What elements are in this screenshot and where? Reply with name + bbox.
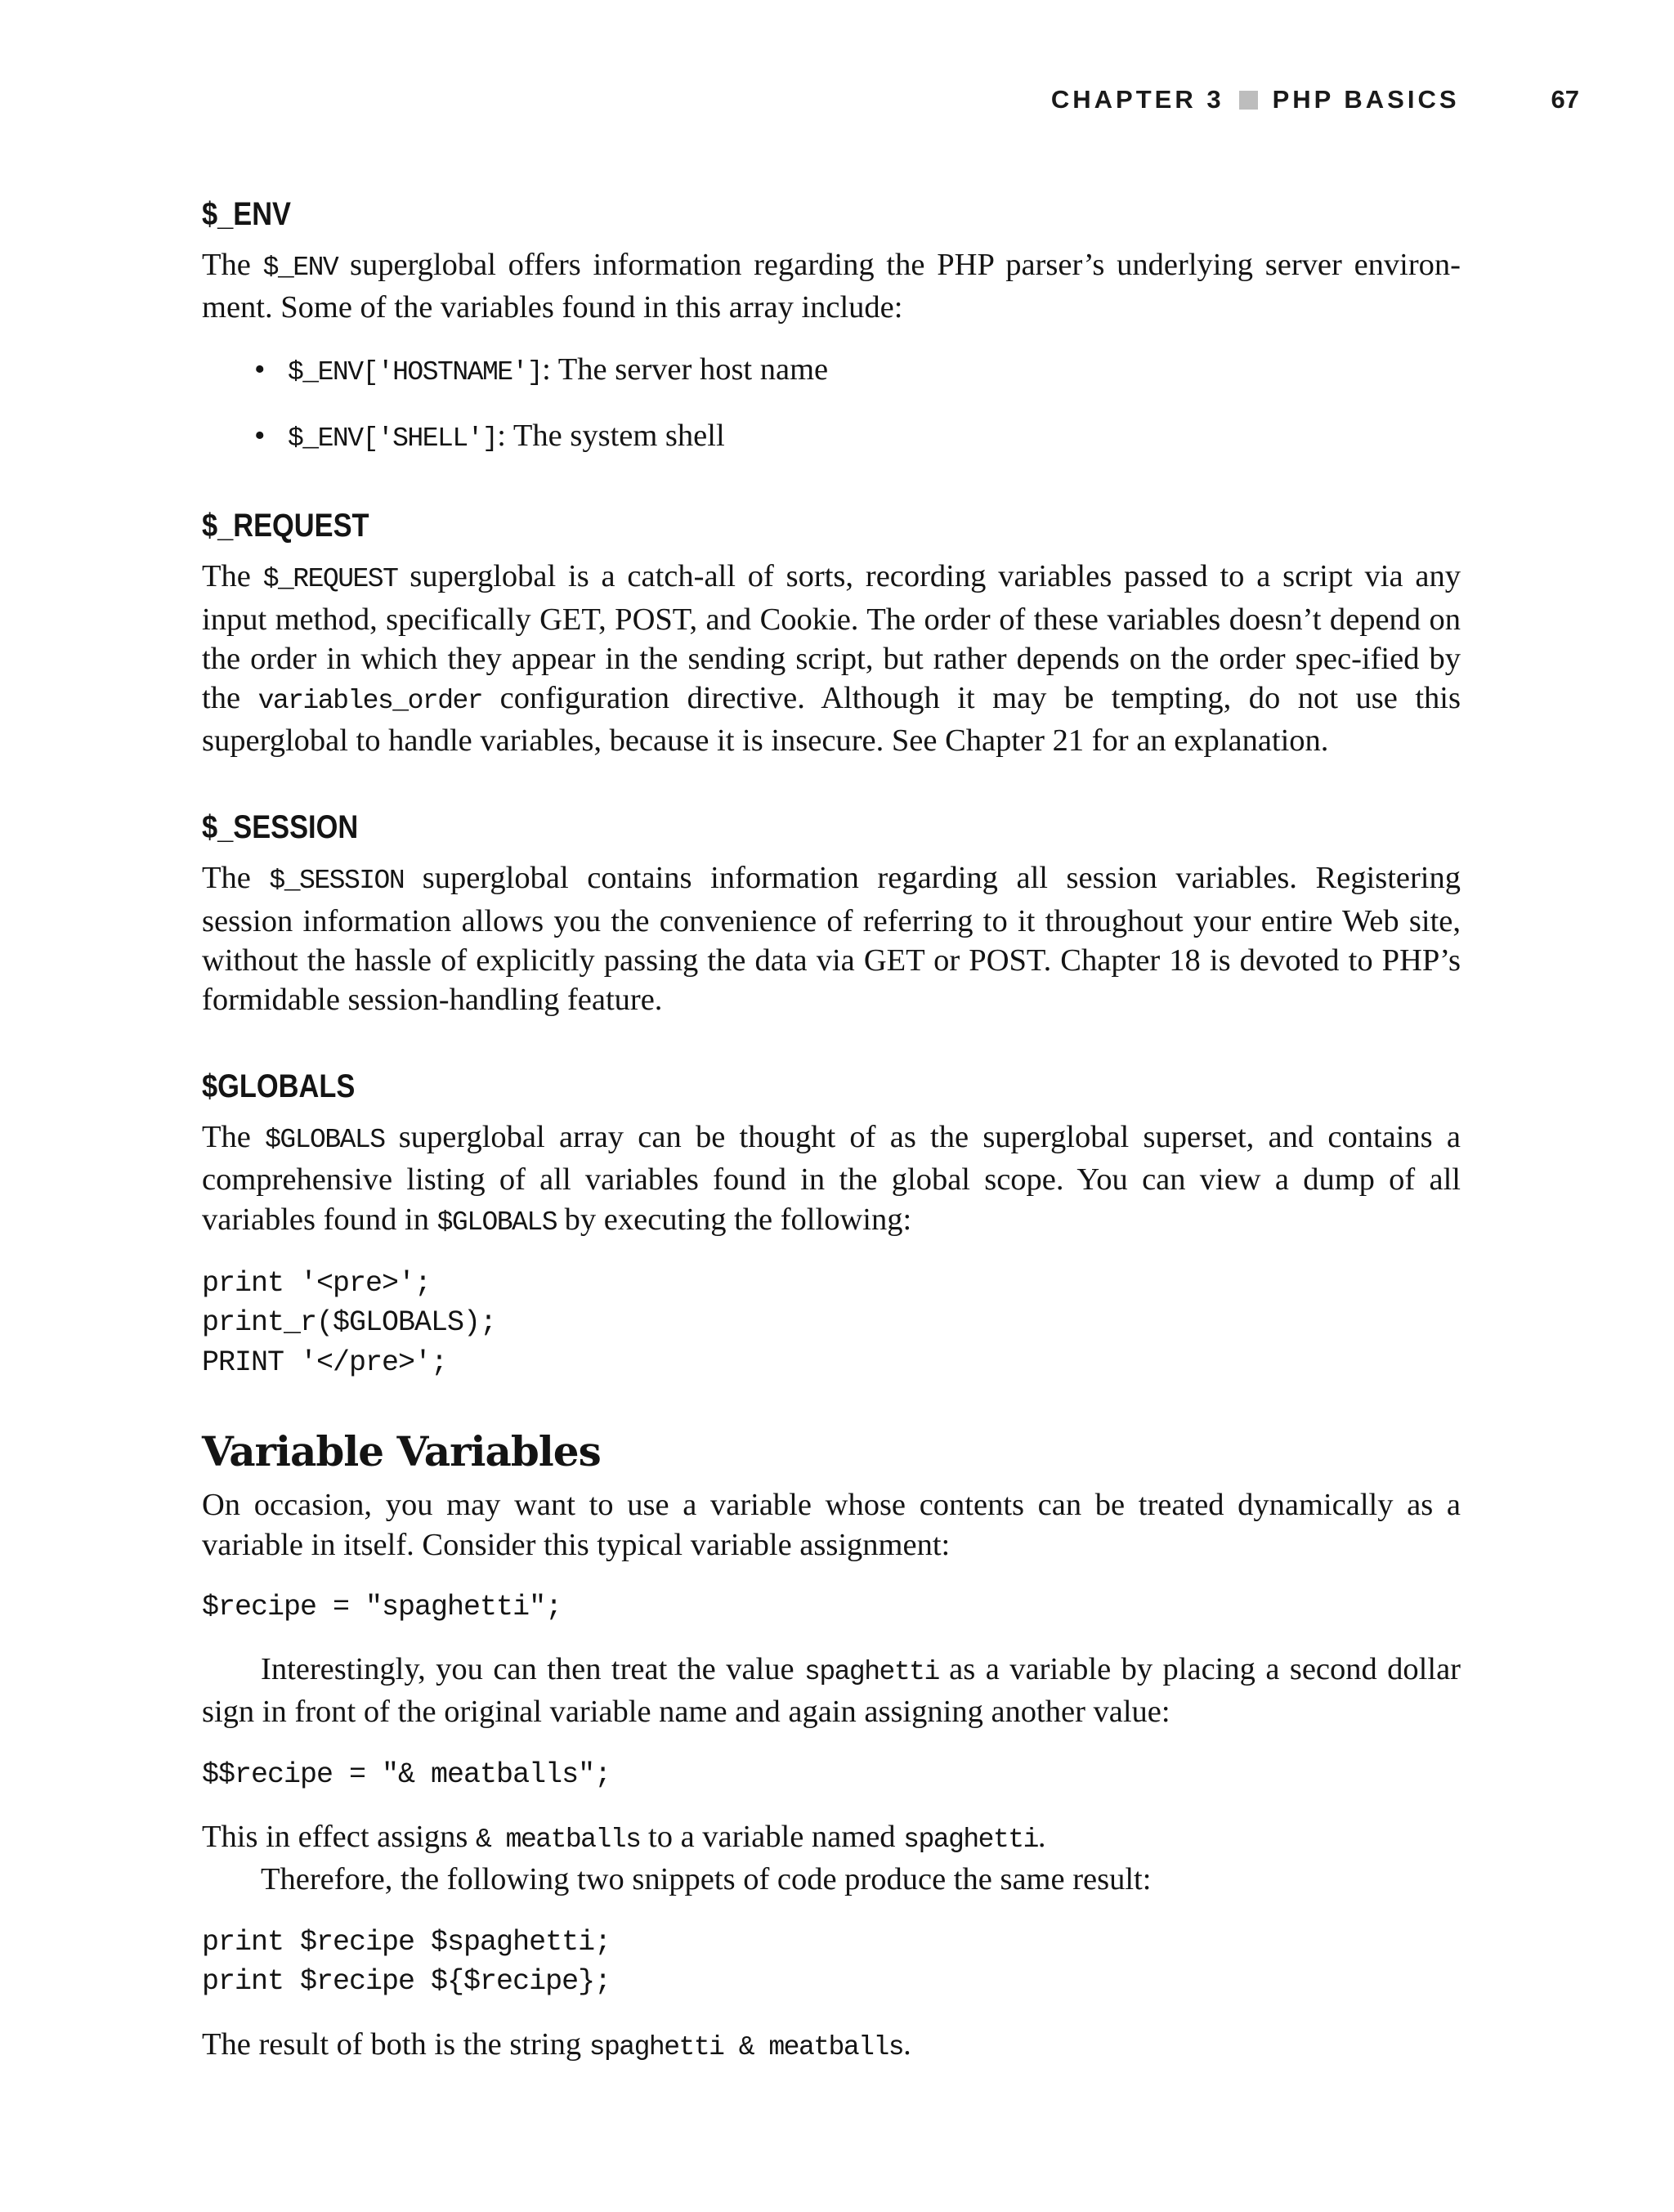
inline-code: $_ENV bbox=[262, 253, 338, 283]
globals-code-block: print '<pre>'; print_r($GLOBALS); PRINT '</pre>'; bbox=[202, 1266, 497, 1379]
env-paragraph: The $_ENV superglobal offers information regarding the PHP parser’s underlying server environ-ment. Some of the variables found in this array include: bbox=[202, 248, 1461, 325]
variable-variables-heading: Variable Variables bbox=[202, 1427, 601, 1476]
chapter-label: CHAPTER 3 bbox=[1050, 85, 1224, 114]
code-line-double-dollar: $$recipe = "& meatballs"; bbox=[202, 1758, 611, 1791]
request-paragraph: The $_REQUEST superglobal is a catch-all of sorts, recording variables passed to a script via any input method, specifically GET, POST, and Cookie. The order of these variables doesn’t depend on the order in which they appear in the sending script, but rather depends on the order spec-ified by the variables_order configuration directive. Although it may be tempting, do not use this superglobal to handle variables, because it is insecure. See Chapter 21 for an explanation. bbox=[202, 559, 1461, 759]
varvars-paragraph-3: This in effect assigns & meatballs to a variable named spaghetti. bbox=[202, 1820, 1046, 1856]
globals-heading: $GLOBALS bbox=[202, 1068, 356, 1105]
session-heading: $_SESSION bbox=[202, 809, 359, 846]
list-item: • $_ENV['SHELL']: The system shell bbox=[254, 419, 725, 454]
code-line-recipe: $recipe = "spaghetti"; bbox=[202, 1590, 562, 1623]
varvars-paragraph-5: The result of both is the string spaghetti & meatballs. bbox=[202, 2026, 911, 2062]
globals-paragraph: The $GLOBALS superglobal array can be thought of as the superglobal superset, and contains a comprehensive listing of all variables found in the global scope. You can view a dump of all variables found in $GLOBALS by executing the following: bbox=[202, 1120, 1461, 1238]
varvars-paragraph-4: Therefore, the following two snippets of code produce the same result: bbox=[261, 1862, 1152, 1897]
varvars-paragraph-1: On occasion, you may want to use a variable whose contents can be treated dynamically as a variable in itself. Consider this typical variable assignment: bbox=[202, 1488, 1461, 1562]
env-list bbox=[202, 350, 1461, 459]
square-separator-icon bbox=[1239, 91, 1258, 110]
session-paragraph: The $_SESSION superglobal contains information regarding all session variables. Registering session information allows you the convenience of referring to it throughout your entire Web site, without the hassle of explicitly passing the data via GET or POST. Chapter 18 is devoted to PHP’s formidable session-handling feature. bbox=[202, 861, 1461, 1018]
page-number: 67 bbox=[1551, 85, 1579, 114]
list-item: • $_ENV['HOSTNAME']: The server host name bbox=[254, 352, 829, 388]
section-label: PHP BASICS bbox=[1272, 85, 1460, 114]
varvars-paragraph-2: Interestingly, you can then treat the value spaghetti as a variable by placing a second dollar sign in front of the original variable name and again assigning another value: bbox=[202, 1652, 1461, 1730]
env-heading: $_ENV bbox=[202, 196, 292, 232]
code-snippets-block: print $recipe $spaghetti; print $recipe ${$recipe}; bbox=[202, 1925, 611, 1999]
page-body bbox=[202, 190, 1461, 2067]
running-head bbox=[762, 83, 1579, 116]
request-heading: $_REQUEST bbox=[202, 508, 369, 544]
